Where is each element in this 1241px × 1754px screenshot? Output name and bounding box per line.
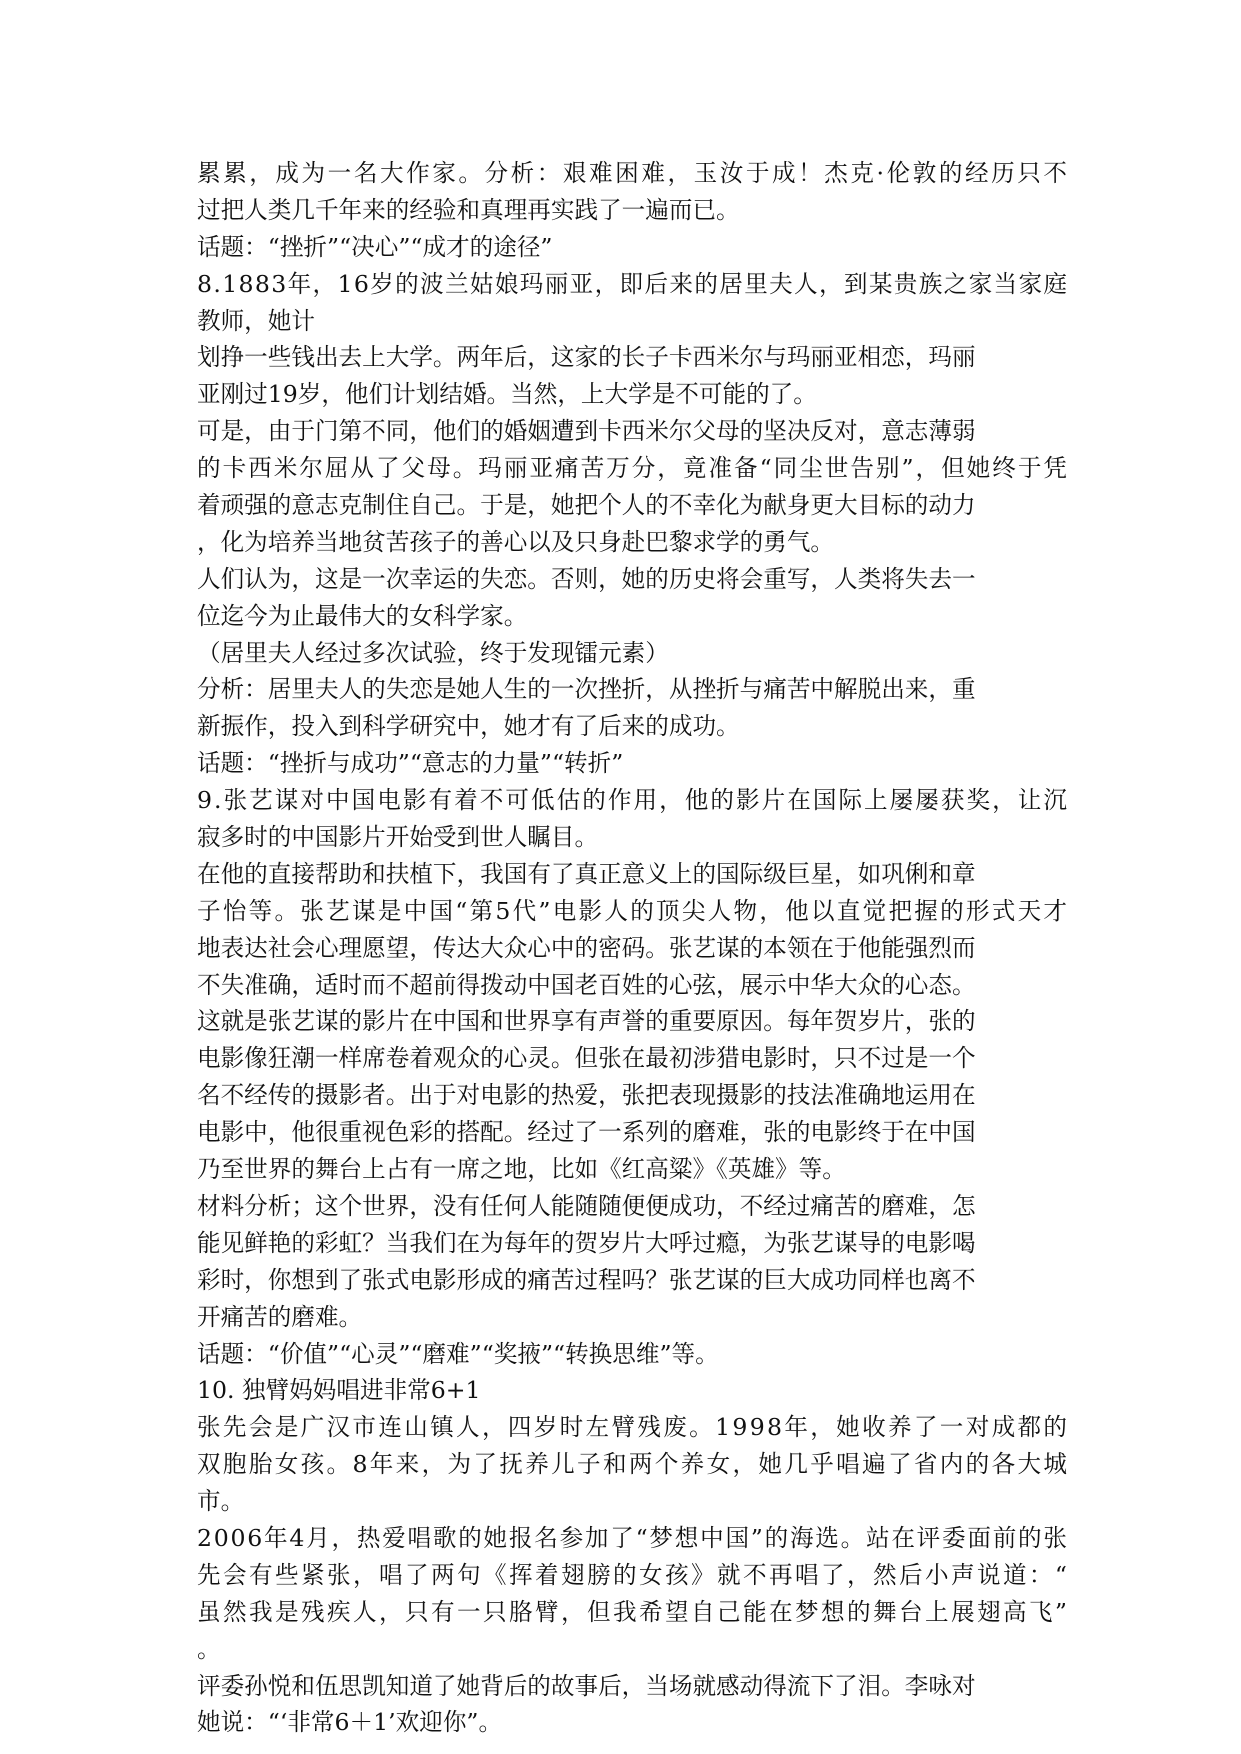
text-line: 划挣一些钱出去上大学。两年后，这家的长子卡西米尔与玛丽亚相恋，玛丽	[197, 343, 976, 372]
text-line: 新振作，投入到科学研究中，她才有了后来的成功。	[197, 712, 740, 741]
text-line: 10. 独臂妈妈唱进非常6+1	[197, 1376, 481, 1405]
text-line: 9.张艺谋对中国电影有着不可低估的作用，他的影片在国际上屡屡获奖，让沉	[197, 786, 1070, 815]
text-line: 2006年4月，热爱唱歌的她报名参加了“梦想中国”的海选。站在评委面前的张	[197, 1523, 1069, 1552]
text-line: 的卡西米尔屈从了父母。玛丽亚痛苦万分，竟准备“同尘世告别”，但她终于凭	[197, 454, 1069, 483]
text-line: 评委孙悦和伍思凯知道了她背后的故事后，当场就感动得流下了泪。李咏对	[197, 1671, 976, 1700]
text-line: 话题：“挫折与成功”“意志的力量”“转折”	[197, 749, 624, 778]
text-line: 不失准确，适时而不超前得拨动中国老百姓的心弦，展示中华大众的心态。	[197, 970, 976, 999]
text-line: 可是，由于门第不同，他们的婚姻遭到卡西米尔父母的坚决反对，意志薄弱	[197, 417, 976, 446]
text-line: ，化为培养当地贫苦孩子的善心以及只身赴巴黎求学的勇气。	[197, 527, 835, 556]
text-line: 8.1883年，16岁的波兰姑娘玛丽亚，即后来的居里夫人，到某贵族之家当家庭	[197, 269, 1069, 298]
text-line: 地表达社会心理愿望，传达大众心中的密码。张艺谋的本领在于他能强烈而	[197, 933, 976, 962]
text-line: 能见鲜艳的彩虹？当我们在为每年的贺岁片大呼过瘾，为张艺谋导的电影喝	[197, 1228, 976, 1257]
text-line: 双胞胎女孩。8年来，为了抚养儿子和两个养女，她几乎唱遍了省内的各大城	[197, 1450, 1070, 1479]
text-line: 先会有些紧张，唱了两句《挥着翅膀的女孩》就不再唱了，然后小声说道：“	[197, 1560, 1070, 1589]
text-line: 着顽强的意志克制住自己。于是，她把个人的不幸化为献身更大目标的动力	[197, 491, 976, 520]
text-line: 开痛苦的磨难。	[197, 1302, 363, 1331]
text-line: 在他的直接帮助和扶植下，我国有了真正意义上的国际级巨星，如巩俐和章	[197, 859, 976, 888]
text-line: 亚刚过19岁，他们计划结婚。当然，上大学是不可能的了。	[197, 380, 817, 409]
text-line: 话题：“价值”“心灵”“磨难”“奖掖”“转换思维”等。	[197, 1339, 719, 1368]
text-line: 分析：居里夫人的失恋是她人生的一次挫折，从挫折与痛苦中解脱出来，重	[197, 675, 976, 704]
text-line: 这就是张艺谋的影片在中国和世界享有声誉的重要原因。每年贺岁片，张的	[197, 1007, 976, 1036]
text-line: （居里夫人经过多次试验，终于发现镭元素）	[197, 638, 669, 667]
text-line: 位迄今为止最伟大的女科学家。	[197, 601, 528, 630]
text-line: 材料分析；这个世界，没有任何人能随随便便成功，不经过痛苦的磨难，怎	[197, 1191, 976, 1220]
text-line: 名不经传的摄影者。出于对电影的热爱，张把表现摄影的技法准确地运用在	[197, 1081, 976, 1110]
text-line: 。	[197, 1634, 221, 1663]
text-line: 累累，成为一名大作家。分析：艰难困难，玉汝于成！杰克·伦敦的经历只不	[197, 159, 1070, 187]
text-line: 电影中，他很重视色彩的搭配。经过了一系列的磨难，张的电影终于在中国	[197, 1118, 976, 1147]
text-line: 过把人类几千年来的经验和真理再实践了一遍而已。	[197, 195, 740, 224]
document-body	[197, 155, 1070, 1741]
text-line: 乃至世界的舞台上占有一席之地，比如《红高粱》《英雄》等。	[197, 1155, 846, 1184]
text-line: 张先会是广汉市连山镇人，四岁时左臂残废。1998年，她收养了一对成都的	[197, 1413, 1070, 1442]
text-line: 教师，她计	[197, 306, 315, 335]
text-line: 市。	[197, 1487, 245, 1516]
text-line: 她说：“‘非常6＋1’欢迎你”。	[197, 1708, 503, 1737]
text-line: 寂多时的中国影片开始受到世人瞩目。	[197, 823, 599, 852]
text-line: 虽然我是残疾人，只有一只胳臂，但我希望自己能在梦想的舞台上展翅高飞”	[197, 1597, 1070, 1626]
text-line: 子怡等。张艺谋是中国“第5代”电影人的顶尖人物，他以直觉把握的形式天才	[197, 896, 1070, 925]
text-line: 电影像狂潮一样席卷着观众的心灵。但张在最初涉猎电影时，只不过是一个	[197, 1044, 976, 1073]
text-line: 彩时，你想到了张式电影形成的痛苦过程吗？张艺谋的巨大成功同样也离不	[197, 1265, 976, 1294]
text-line: 话题：“挫折”“决心”“成才的途径”	[197, 232, 553, 261]
text-line: 人们认为，这是一次幸运的失恋。否则，她的历史将会重写，人类将失去一	[197, 564, 976, 593]
